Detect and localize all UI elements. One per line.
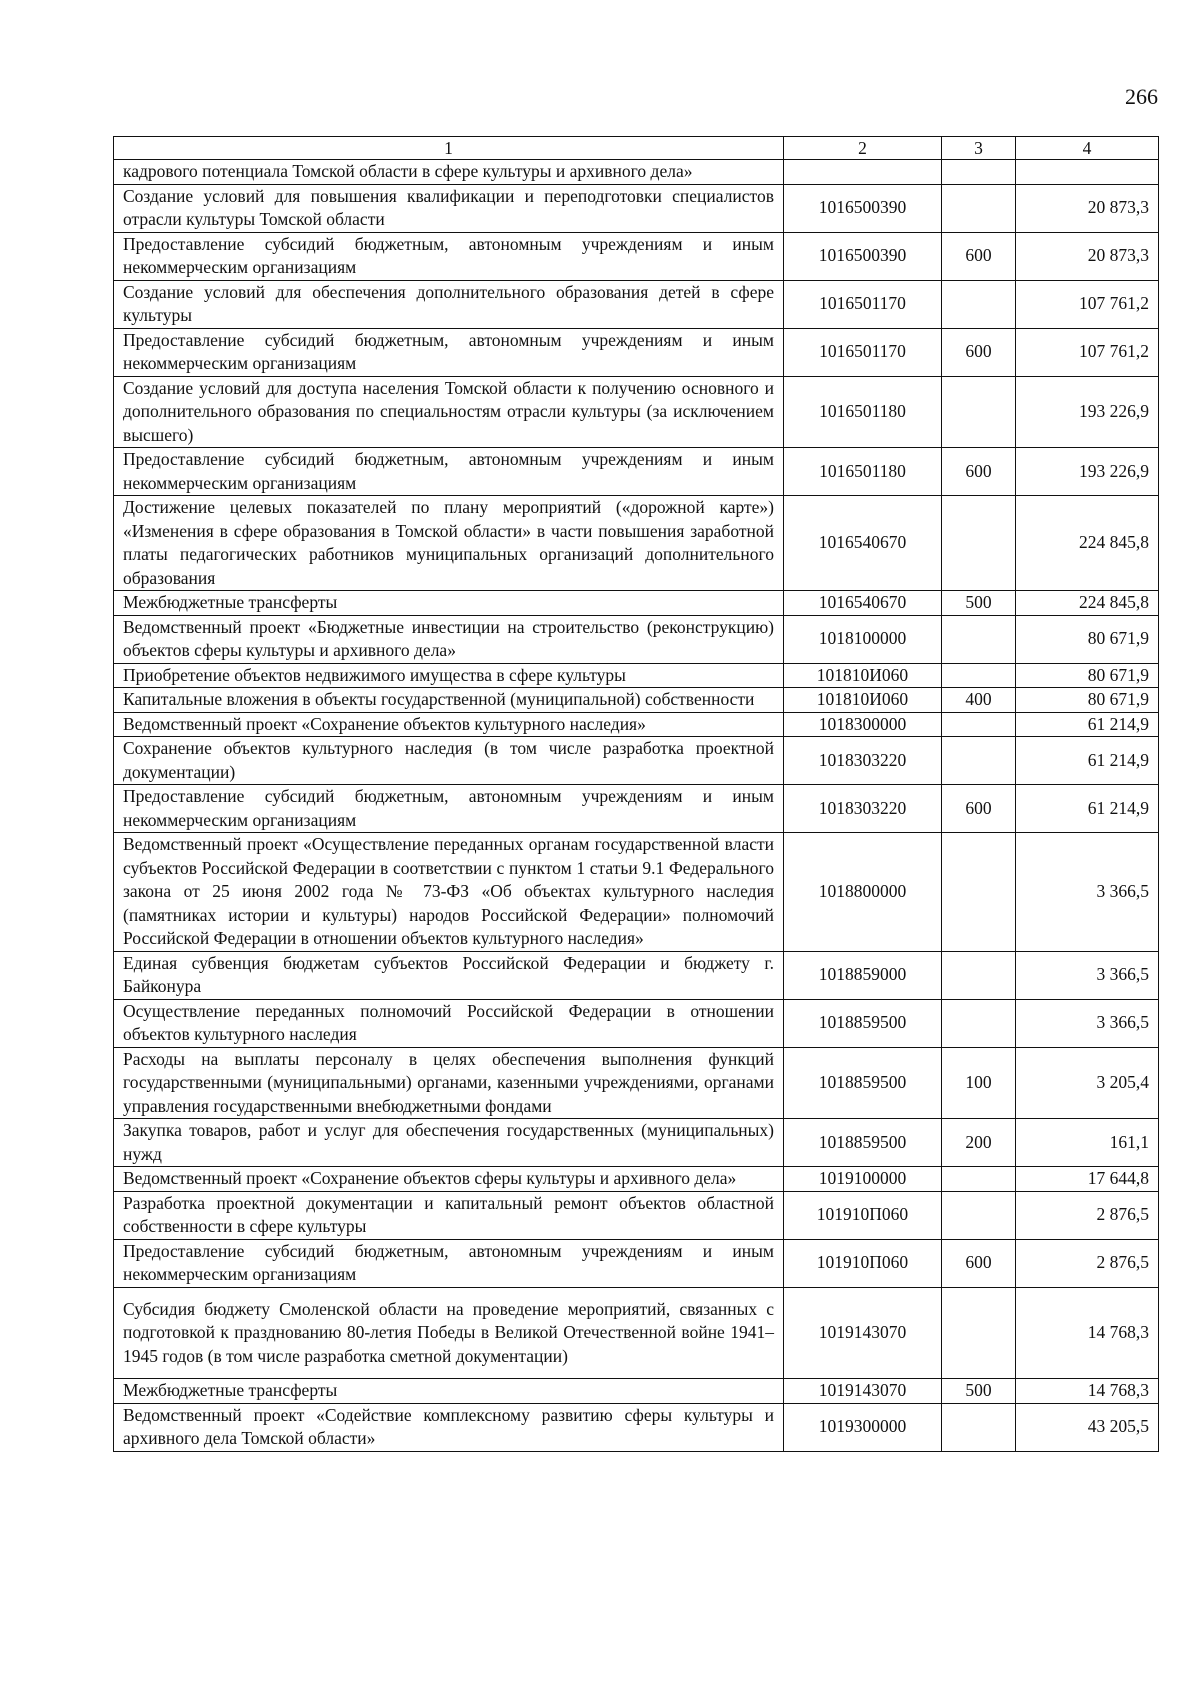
- row-cell-code: 1016501170: [784, 328, 942, 376]
- row-cell-name: Капитальные вложения в объекты государственной (муниципальной) собственности: [114, 688, 784, 713]
- row-cell-code: 1019143070: [784, 1379, 942, 1404]
- row-cell-code: 101810И060: [784, 688, 942, 713]
- row-cell-amount: 193 226,9: [1016, 376, 1159, 448]
- row-cell-name: Закупка товаров, работ и услуг для обеспечения государственных (муниципальных) нужд: [114, 1119, 784, 1167]
- table-row: [114, 328, 1159, 376]
- row-cell-amount: 20 873,3: [1016, 184, 1159, 232]
- row-cell-code: 1016500390: [784, 232, 942, 280]
- row-cell-code: 101810И060: [784, 663, 942, 688]
- row-cell-code: 1016540670: [784, 496, 942, 591]
- row-cell-name: Осуществление переданных полномочий Российской Федерации в отношении объектов культурного наследия: [114, 999, 784, 1047]
- row-cell-name: Субсидия бюджету Смоленской области на проведение мероприятий, связанных с подготовкой к празднованию 80-летия Победы в Великой Отечественной войне 1941–1945 годов (в том числе разработка сметной документации): [114, 1287, 784, 1379]
- row-cell-amount: 43 205,5: [1016, 1403, 1159, 1451]
- table-header-row: [114, 137, 1159, 160]
- table-row: [114, 280, 1159, 328]
- table-row: [114, 1191, 1159, 1239]
- table-row: [114, 1119, 1159, 1167]
- row-cell-name: Создание условий для доступа населения Томской области к получению основного и дополнительного образования по специальностям отрасли культуры (за исключением высшего): [114, 376, 784, 448]
- table-row: [114, 1167, 1159, 1192]
- row-cell-name: Предоставление субсидий бюджетным, автономным учреждениям и иным некоммерческим организациям: [114, 1239, 784, 1287]
- table-body: [114, 160, 1159, 1452]
- row-cell-type: 600: [942, 328, 1016, 376]
- table-row: [114, 232, 1159, 280]
- row-cell-code: 1019300000: [784, 1403, 942, 1451]
- row-cell-type: [942, 737, 1016, 785]
- row-cell-type: [942, 663, 1016, 688]
- row-cell-code: 1019100000: [784, 1167, 942, 1192]
- row-cell-code: 1016540670: [784, 591, 942, 616]
- row-cell-name: Предоставление субсидий бюджетным, автономным учреждениям и иным некоммерческим организациям: [114, 448, 784, 496]
- row-cell-name: Ведомственный проект «Осуществление переданных органам государственной власти субъектов Российской Федерации в соответствии с пунктом 1 статьи 9.1 Федерального закона от 25 июня 2002 года № 73-ФЗ «Об объектах культурного наследия (памятниках истории и культуры) народов Российской Федерации» полномочий Российской Федерации в отношении объектов культурного наследия»: [114, 833, 784, 952]
- table-row: [114, 1047, 1159, 1119]
- table-row: [114, 448, 1159, 496]
- table-row: [114, 591, 1159, 616]
- row-cell-type: [942, 712, 1016, 737]
- table-row: [114, 712, 1159, 737]
- table-row: [114, 833, 1159, 952]
- table-row: [114, 951, 1159, 999]
- row-cell-name: Разработка проектной документации и капитальный ремонт объектов областной собственности в сфере культуры: [114, 1191, 784, 1239]
- row-cell-type: [942, 833, 1016, 952]
- row-cell-amount: 61 214,9: [1016, 737, 1159, 785]
- row-cell-code: 1018859000: [784, 951, 942, 999]
- row-cell-code: 1016500390: [784, 184, 942, 232]
- table-row: [114, 1379, 1159, 1404]
- row-cell-type: 600: [942, 448, 1016, 496]
- row-cell-code: 1018859500: [784, 999, 942, 1047]
- row-cell-type: 500: [942, 591, 1016, 616]
- row-cell-code: 101910П060: [784, 1239, 942, 1287]
- row-cell-name: кадрового потенциала Томской области в сфере культуры и архивного дела»: [114, 160, 784, 185]
- row-cell-type: [942, 615, 1016, 663]
- row-cell-code: 1016501170: [784, 280, 942, 328]
- budget-table: [113, 136, 1159, 1452]
- table-row: [114, 376, 1159, 448]
- row-cell-name: Предоставление субсидий бюджетным, автономным учреждениям и иным некоммерческим организациям: [114, 328, 784, 376]
- row-cell-code: 1016501180: [784, 376, 942, 448]
- row-cell-type: [942, 1167, 1016, 1192]
- row-cell-amount: 61 214,9: [1016, 712, 1159, 737]
- table-row: [114, 663, 1159, 688]
- row-cell-type: [942, 1403, 1016, 1451]
- row-cell-amount: 20 873,3: [1016, 232, 1159, 280]
- row-cell-code: 1016501180: [784, 448, 942, 496]
- row-cell-name: Ведомственный проект «Сохранение объектов сферы культуры и архивного дела»: [114, 1167, 784, 1192]
- row-cell-amount: 224 845,8: [1016, 496, 1159, 591]
- row-cell-name: Расходы на выплаты персоналу в целях обеспечения выполнения функций государственными (муниципальными) органами, казенными учреждениями, органами управления государственными внебюджетными фондами: [114, 1047, 784, 1119]
- row-cell-amount: 80 671,9: [1016, 615, 1159, 663]
- row-cell-type: [942, 184, 1016, 232]
- row-cell-name: Межбюджетные трансферты: [114, 591, 784, 616]
- row-cell-code: [784, 160, 942, 185]
- table-row: [114, 688, 1159, 713]
- row-cell-amount: 161,1: [1016, 1119, 1159, 1167]
- row-cell-code: 1018859500: [784, 1119, 942, 1167]
- row-cell-type: [942, 999, 1016, 1047]
- table-row: [114, 999, 1159, 1047]
- row-cell-type: 500: [942, 1379, 1016, 1404]
- row-cell-type: 200: [942, 1119, 1016, 1167]
- page-number: 266: [1125, 84, 1158, 109]
- table-row: [114, 1239, 1159, 1287]
- row-cell-amount: 80 671,9: [1016, 663, 1159, 688]
- row-cell-type: [942, 1287, 1016, 1379]
- row-cell-code: 1018300000: [784, 712, 942, 737]
- row-cell-type: [942, 496, 1016, 591]
- row-cell-code: 101910П060: [784, 1191, 942, 1239]
- row-cell-code: 1018800000: [784, 833, 942, 952]
- row-cell-name: Достижение целевых показателей по плану мероприятий («дорожной карте») «Изменения в сфере образования в Томской области» в части повышения заработной платы педагогических работников муниципальных организаций дополнительного образования: [114, 496, 784, 591]
- row-cell-amount: 14 768,3: [1016, 1379, 1159, 1404]
- row-cell-name: Сохранение объектов культурного наследия (в том числе разработка проектной документации): [114, 737, 784, 785]
- row-cell-type: 600: [942, 1239, 1016, 1287]
- row-cell-amount: 3 366,5: [1016, 833, 1159, 952]
- row-cell-amount: [1016, 160, 1159, 185]
- column-header-2: 2: [784, 137, 942, 160]
- table-row: [114, 1287, 1159, 1379]
- row-cell-name: Единая субвенция бюджетам субъектов Российской Федерации и бюджету г. Байконура: [114, 951, 784, 999]
- row-cell-name: Межбюджетные трансферты: [114, 1379, 784, 1404]
- row-cell-amount: 107 761,2: [1016, 328, 1159, 376]
- row-cell-amount: 3 205,4: [1016, 1047, 1159, 1119]
- row-cell-name: Приобретение объектов недвижимого имущества в сфере культуры: [114, 663, 784, 688]
- row-cell-amount: 17 644,8: [1016, 1167, 1159, 1192]
- row-cell-code: 1018859500: [784, 1047, 942, 1119]
- row-cell-name: Ведомственный проект «Сохранение объектов культурного наследия»: [114, 712, 784, 737]
- row-cell-amount: 2 876,5: [1016, 1191, 1159, 1239]
- row-cell-code: 1018303220: [784, 785, 942, 833]
- row-cell-amount: 3 366,5: [1016, 999, 1159, 1047]
- row-cell-amount: 3 366,5: [1016, 951, 1159, 999]
- row-cell-amount: 61 214,9: [1016, 785, 1159, 833]
- column-header-3: 3: [942, 137, 1016, 160]
- row-cell-name: Ведомственный проект «Содействие комплексному развитию сферы культуры и архивного дела Томской области»: [114, 1403, 784, 1451]
- row-cell-code: 1018303220: [784, 737, 942, 785]
- row-cell-name: Создание условий для обеспечения дополнительного образования детей в сфере культуры: [114, 280, 784, 328]
- row-cell-type: [942, 160, 1016, 185]
- row-cell-type: [942, 376, 1016, 448]
- row-cell-name: Предоставление субсидий бюджетным, автономным учреждениям и иным некоммерческим организациям: [114, 232, 784, 280]
- row-cell-type: 600: [942, 232, 1016, 280]
- row-cell-amount: 224 845,8: [1016, 591, 1159, 616]
- row-cell-name: Предоставление субсидий бюджетным, автономным учреждениям и иным некоммерческим организациям: [114, 785, 784, 833]
- column-header-4: 4: [1016, 137, 1159, 160]
- table-row: [114, 496, 1159, 591]
- row-cell-amount: 2 876,5: [1016, 1239, 1159, 1287]
- row-cell-amount: 80 671,9: [1016, 688, 1159, 713]
- row-cell-name: Ведомственный проект «Бюджетные инвестиции на строительство (реконструкцию) объектов сферы культуры и архивного дела»: [114, 615, 784, 663]
- column-header-1: 1: [114, 137, 784, 160]
- row-cell-type: 600: [942, 785, 1016, 833]
- table-row: [114, 785, 1159, 833]
- table-row: [114, 1403, 1159, 1451]
- table-row: [114, 184, 1159, 232]
- row-cell-type: 100: [942, 1047, 1016, 1119]
- row-cell-type: [942, 951, 1016, 999]
- row-cell-amount: 193 226,9: [1016, 448, 1159, 496]
- row-cell-amount: 14 768,3: [1016, 1287, 1159, 1379]
- row-cell-code: 1019143070: [784, 1287, 942, 1379]
- table-row: [114, 615, 1159, 663]
- row-cell-type: [942, 1191, 1016, 1239]
- table-row: [114, 737, 1159, 785]
- row-cell-type: [942, 280, 1016, 328]
- row-cell-type: 400: [942, 688, 1016, 713]
- row-cell-name: Создание условий для повышения квалификации и переподготовки специалистов отрасли культуры Томской области: [114, 184, 784, 232]
- table-row: [114, 160, 1159, 185]
- row-cell-code: 1018100000: [784, 615, 942, 663]
- row-cell-amount: 107 761,2: [1016, 280, 1159, 328]
